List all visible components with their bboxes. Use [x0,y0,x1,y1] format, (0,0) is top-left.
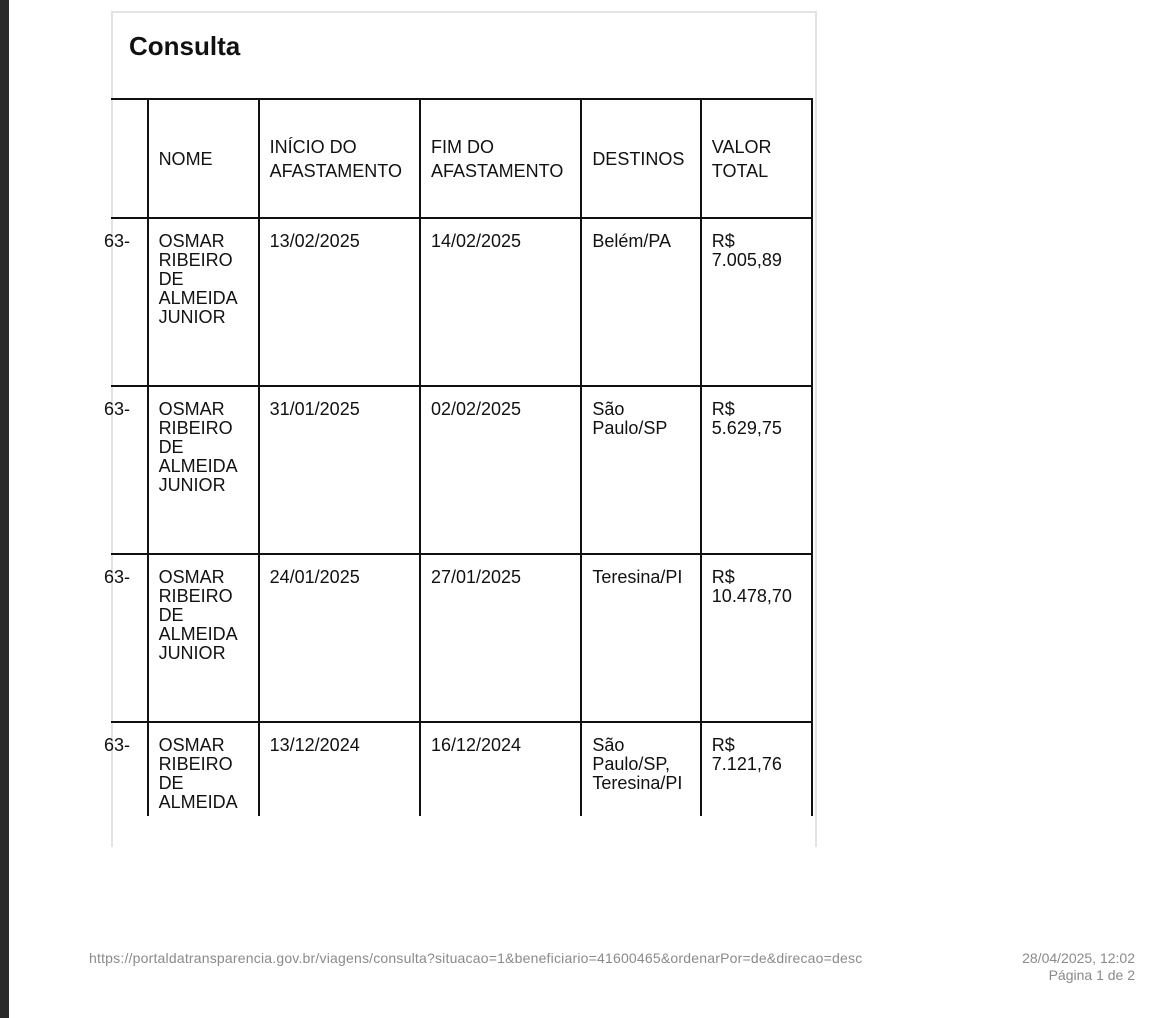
table-row [111,554,812,722]
cell-cut: 63- [111,218,148,386]
page-title: Consulta [129,31,241,61]
table-row [111,218,812,386]
cell-nome: OSMAR RIBEIRO DE ALMEIDA JUNIOR [148,386,259,554]
table-header-row [111,99,812,218]
cell-valor: R$ 5.629,75 [701,386,812,554]
cell-destinos: São Paulo/SP, Teresina/PI [581,722,700,816]
cell-inicio: 13/12/2024 [259,722,420,816]
cell-cut: 63- [111,722,148,816]
table-row [111,386,812,554]
cell-nome: OSMAR RIBEIRO DE ALMEIDA JUNIOR [148,218,259,386]
cell-cut: 63- [111,554,148,722]
cell-destinos: Teresina/PI [581,554,700,722]
viewer-edge [0,0,9,1018]
cell-valor: R$ 7.121,76 [701,722,812,816]
cell-fim: 14/02/2025 [420,218,581,386]
cell-fim: 16/12/2024 [420,722,581,816]
cell-inicio: 31/01/2025 [259,386,420,554]
header-fim: FIM DO AFASTAMENTO [420,99,581,218]
cell-nome: OSMAR RIBEIRO DE ALMEIDA JUNIOR [148,554,259,722]
cell-nome: OSMAR RIBEIRO DE ALMEIDA [148,722,259,816]
cell-inicio: 24/01/2025 [259,554,420,722]
header-valor: VALOR TOTAL [701,99,812,218]
cell-destinos: Belém/PA [581,218,700,386]
document-page [104,11,817,847]
header-nome: NOME [148,99,259,218]
footer-page-number: Página 1 de 2 [1048,967,1135,983]
cell-cut: 63- [111,386,148,554]
cell-valor: R$ 10.478,70 [701,554,812,722]
header-inicio: INÍCIO DO AFASTAMENTO [259,99,420,218]
cell-destinos: São Paulo/SP [581,386,700,554]
cell-valor: R$ 7.005,89 [701,218,812,386]
footer-datetime: 28/04/2025, 12:02 [1022,950,1135,966]
cell-fim: 27/01/2025 [420,554,581,722]
table-row [111,722,812,816]
footer-meta [1022,950,1135,984]
travel-table [104,98,813,816]
footer-url: https://portaldatransparencia.gov.br/viagens/consulta?situacao=1&beneficiario=41600465&ordenarPor=de&direcao=desc [89,950,863,966]
cell-fim: 02/02/2025 [420,386,581,554]
cell-inicio: 13/02/2025 [259,218,420,386]
header-destinos: DESTINOS [581,99,700,218]
header-cut-column [111,99,148,218]
